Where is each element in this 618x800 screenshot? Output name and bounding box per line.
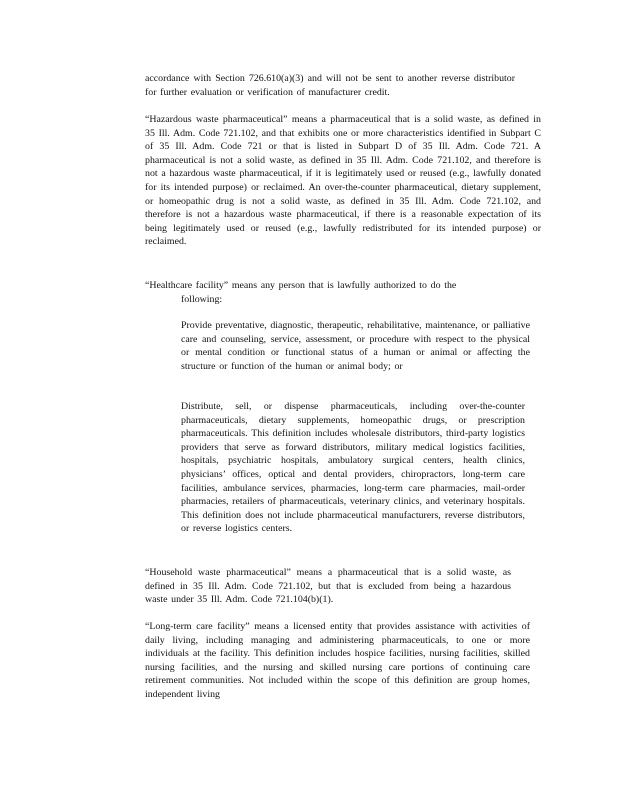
paragraph-accordance: accordance with Section 726.610(a)(3) and will not be sent to another reverse distributor for further evaluation or verification of manufacturer credit. — [145, 73, 515, 98]
paragraph-healthcare-facility — [145, 279, 514, 306]
healthcare-facility-definition-following: following: — [181, 293, 223, 305]
paragraph-healthcare-subitem-distribute: Distribute, sell, or dispense pharmaceuticals, including over-the-counter pharmaceuticals, dietary supplements, homeopathic drugs, or prescription pharmaceuticals. This definition includes wholesale distributors, third-party logistics providers that serve as forward distributors, military medical logistics facilities, hospitals, psychiatric hospitals, ambulatory surgical centers, health clinics, physicians’ offices, optical and dental providers, chiropractors, long-term care facilities, ambulance services, pharmacies, long-term care pharmacies, mail-order pharmacies, retailers of pharmaceuticals, veterinary clinics, and veterinary hospitals. This definition does not include pharmaceutical manufacturers, reverse distributors, or reverse logistics centers. — [181, 401, 525, 535]
healthcare-facility-definition-lead: “Healthcare facility” means any person that is lawfully authorized to do the — [145, 280, 457, 291]
paragraph-household-waste-pharmaceutical: “Household waste pharmaceutical” means a pharmaceutical that is a solid waste, as defined in 35 Ill. Adm. Code 721.102, but that is excluded from being a hazardous waste under 35 Ill. Adm. Code 721.104(b)(1). — [145, 567, 511, 606]
paragraph-hazardous-waste-pharmaceutical: “Hazardous waste pharmaceutical” means a pharmaceutical that is a solid waste, as defined in 35 Ill. Adm. Code 721.102, and that exhibits one or more characteristics identified in Subpart C of 35 Ill. Adm. Code 721 or that is listed in Subpart D of 35 Ill. Adm. Code 721. A pharmaceutical is not a solid waste, as defined in 35 Ill. Adm. Code 721.102, and therefore is not a hazardous waste pharmaceutical, if it is legitimately used or reused (e.g., lawfully donated for its intended purpose) or reclaimed. An over-the-counter pharmaceutical, dietary supplement, or homeopathic drug is not a solid waste, as defined in 35 Ill. Adm. Code 721.102, and therefore is not a hazardous waste pharmaceutical, if there is a reasonable expectation of its being legitimately used or reused (e.g., lawfully redistributed for its intended purpose) or reclaimed. — [145, 114, 541, 248]
paragraph-long-term-care-facility: “Long-term care facility” means a licensed entity that provides assistance with activities of daily living, including managing and administering pharmaceuticals, to one or more individuals at the facility. This definition includes hospice facilities, nursing facilities, skilled nursing facilities, and the nursing and skilled nursing care portions of continuing care retirement communities. Not included within the scope of this definition are group homes, independent living — [145, 621, 530, 700]
paragraph-healthcare-subitem-provide: Provide preventative, diagnostic, therapeutic, rehabilitative, maintenance, or palliative care and counseling, service, assessment, or procedure with respect to the physical or mental condition or functional status of a human or animal or affecting the structure or function of the human or animal body; or — [181, 320, 530, 372]
